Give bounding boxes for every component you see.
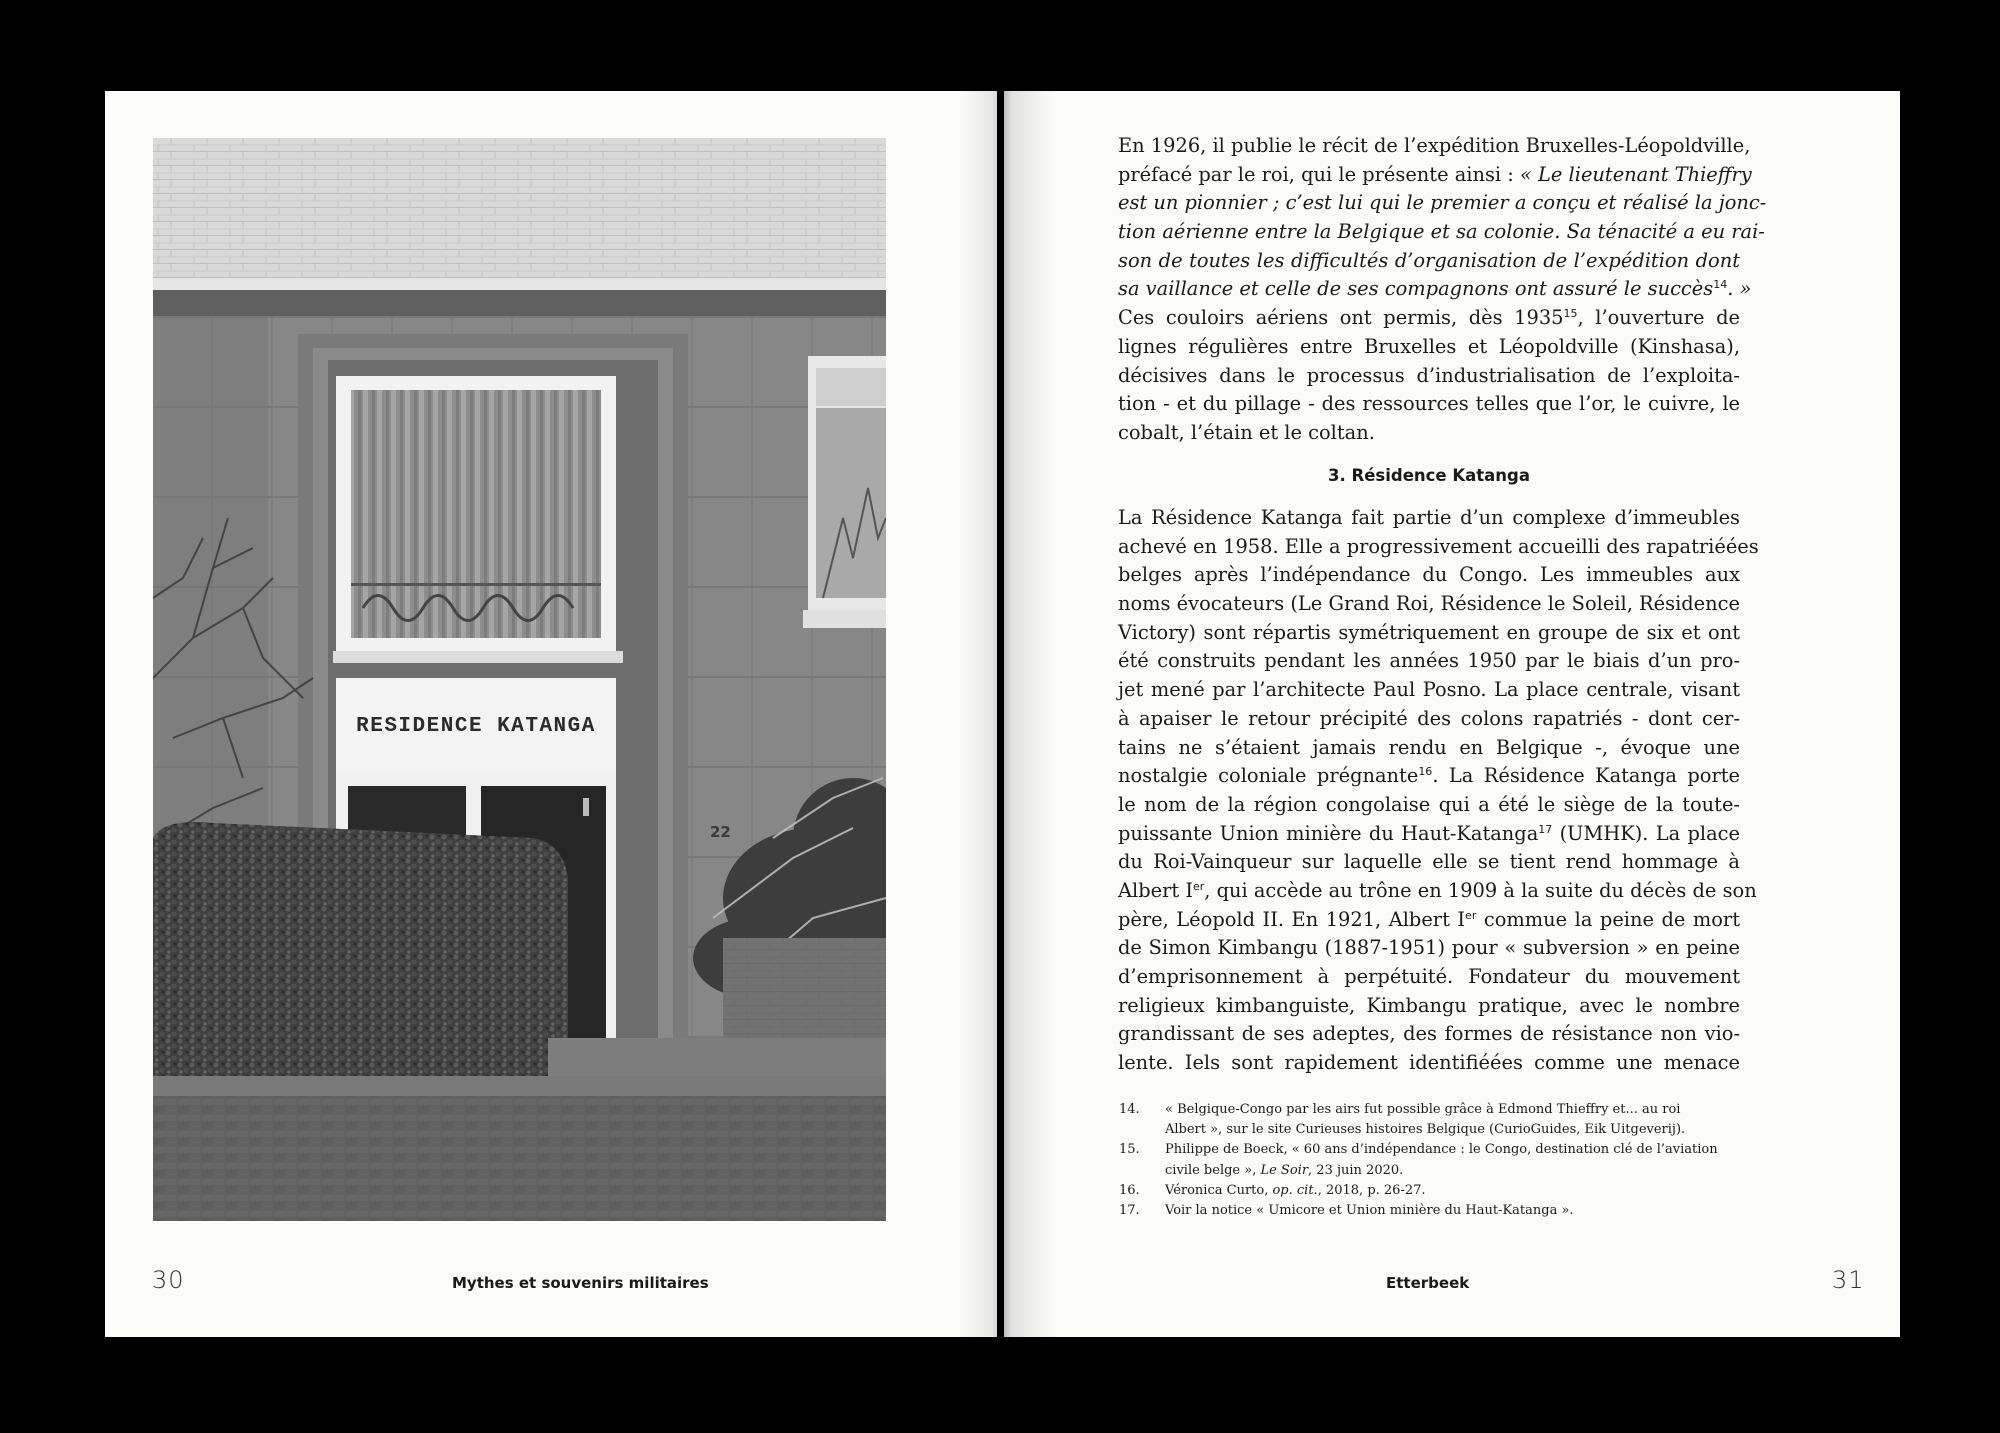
running-head-right: Etterbeek [1386, 1274, 1470, 1292]
text-line: belges après l’indépendance du Congo. Les immeubles aux [1118, 563, 1740, 587]
text-line: lente. Iels sont rapidement identifiéées comme une menace [1118, 1051, 1740, 1075]
text-segment: . La Résidence Katanga porte [1432, 764, 1740, 788]
quote-text: est un pionnier ; c’est lui qui le premier a conçu et réalisé la jonc- [1118, 191, 1767, 215]
footnote-14 [1119, 1100, 1741, 1120]
footnote-text: civile belge », [1165, 1162, 1261, 1178]
page-number-left: 30 [152, 1266, 185, 1294]
gutter-shadow-right [1004, 91, 1054, 1337]
footnote-number: 15. [1119, 1142, 1140, 1158]
text-segment: , qui accède au trône en 1909 à la suite du décès de son [1204, 878, 1757, 902]
footnote-text: Voir la notice « Umicore et Union minière du Haut-Katanga ». [1165, 1202, 1574, 1218]
photograph-residence-katanga [153, 138, 886, 1221]
text-line: du Roi-Vainqueur sur laquelle elle se tient rend hommage à [1118, 850, 1740, 874]
quote-text: « Le lieutenant Thieffry [1520, 162, 1752, 186]
text-line: tion - et du pillage - des ressources telles que l’or, le cuivre, le [1118, 392, 1740, 416]
quote-text: son de toutes les difficultés d’organisation de l’expédition dont [1118, 248, 1740, 272]
footnote-text: , 2018, p. 26-27. [1317, 1182, 1426, 1198]
photo-house-number: 22 [710, 823, 731, 841]
text-line [1118, 189, 1767, 218]
text-line [1118, 218, 1765, 247]
quote-text: tion aérienne entre la Belgique et sa colonie. Sa ténacité a eu rai- [1118, 220, 1765, 244]
text-line [1118, 304, 1740, 333]
footnote-ref[interactable]: 14 [1713, 278, 1728, 292]
text-line: achevé en 1958. Elle a progressivement accueilli des rapatriéées [1118, 534, 1759, 558]
footnote-15 [1119, 1140, 1741, 1160]
text-line: La Résidence Katanga fait partie d’un complexe d’immeubles [1118, 506, 1740, 529]
text-line [1118, 275, 1752, 304]
text-segment: père, Léopold II. En 1921, Albert I [1118, 907, 1466, 931]
text-line: décisives dans le processus d’industrialisation de l’exploita- [1118, 363, 1740, 387]
text-line: jet mené par l’architecte Paul Posno. La place centrale, visant [1118, 678, 1740, 702]
text-line [1118, 906, 1740, 935]
text-segment: commue la peine de mort [1476, 907, 1740, 931]
footnote-text: Véronica Curto, [1165, 1182, 1273, 1198]
text-line: Victory) sont répartis symétriquement en groupe de six et ont [1118, 620, 1740, 644]
footnote-14-cont [1119, 1120, 1741, 1140]
text-segment: préfacé par le roi, qui le présente ainsi : [1118, 162, 1514, 186]
gutter-shadow-left [960, 91, 1000, 1337]
footnote-text: Albert », sur le site Curieuses histoires Belgique (CurioGuides, Eik Uitgeverij). [1165, 1122, 1686, 1138]
text-segment: Albert I [1118, 878, 1193, 902]
footnote-number: 14. [1119, 1102, 1140, 1117]
text-line: de Simon Kimbangu (1887-1951) pour « subversion » en peine [1118, 936, 1740, 960]
footnotes [1119, 1100, 1741, 1221]
footnote-16 [1119, 1181, 1741, 1201]
footnote-ref[interactable]: 16 [1418, 765, 1433, 779]
text-line: noms évocateurs (Le Grand Roi, Résidence le Soleil, Résidence [1118, 592, 1740, 616]
text-line: été construits pendant les années 1950 par le biais d’un pro- [1118, 649, 1740, 673]
text-segment: (UMHK). La place [1552, 821, 1741, 845]
running-head-left: Mythes et souvenirs militaires [452, 1274, 709, 1292]
paragraph-expedition [1118, 132, 1767, 448]
photo-sign-text: RESIDENCE KATANGA [356, 715, 596, 738]
footnote-15-cont [1119, 1161, 1741, 1181]
text-line [1118, 762, 1740, 791]
paragraph-residence-katanga [1118, 504, 1759, 1078]
text-line: lignes régulières entre Bruxelles et Léopoldville (Kinshasa), [1118, 334, 1740, 358]
text-line [1118, 877, 1757, 906]
text-segment: Ces couloirs aériens ont permis, dès 1935 [1118, 306, 1564, 330]
page-number-right: 31 [1832, 1266, 1865, 1294]
text-line: le nom de la région congolaise qui a été le siège de la toute- [1118, 792, 1740, 816]
text-line: En 1926, il publie le récit de l’expédition Bruxelles-Léopoldville, [1118, 134, 1751, 157]
footnote-text: Philippe de Boeck, « 60 ans d’indépendance : le Congo, destination clé de l’aviation [1165, 1142, 1718, 1158]
text-line: à apaiser le retour précipité des colons rapatriés - dont cer- [1118, 706, 1740, 730]
text-line: cobalt, l’étain et le coltan. [1118, 420, 1375, 444]
text-line: religieux kimbanguiste, Kimbangu pratique, avec le nombre [1118, 993, 1740, 1017]
quote-text: sa vaillance et celle de ses compagnons ont assuré le succès [1118, 277, 1714, 301]
footnote-source: Le Soir [1260, 1162, 1309, 1178]
text-line [1118, 161, 1752, 190]
footnote-number: 17. [1119, 1202, 1140, 1218]
text-line: tains ne s’étaient jamais rendu en Belgique -, évoque une [1118, 735, 1740, 759]
text-segment: , l’ouverture de [1577, 306, 1740, 330]
footnote-ref[interactable]: 15 [1563, 307, 1578, 321]
text-line [1118, 247, 1740, 276]
ordinal-superscript: er [1465, 908, 1477, 922]
text-segment: puissante Union minière du Haut-Katanga [1118, 821, 1539, 845]
footnote-text: « Belgique-Congo par les airs fut possible grâce à Edmond Thieffry et... au roi [1165, 1102, 1681, 1117]
text-line: grandissant de ses adeptes, des formes de résistance non vio- [1118, 1022, 1740, 1046]
footnote-17 [1119, 1201, 1741, 1221]
footnote-source: op. cit. [1272, 1182, 1318, 1198]
text-line [1118, 820, 1740, 849]
footnote-text: , 23 juin 2020. [1308, 1162, 1404, 1178]
quote-text: . » [1727, 277, 1752, 301]
footnote-ref[interactable]: 17 [1538, 822, 1553, 836]
ordinal-superscript: er [1192, 879, 1205, 893]
footnote-number: 16. [1119, 1182, 1140, 1198]
text-line: d’emprisonnement à perpétuité. Fondateur du mouvement [1118, 965, 1740, 988]
section-heading: 3. Résidence Katanga [1328, 466, 1530, 485]
text-segment: nostalgie coloniale prégnante [1118, 764, 1419, 788]
